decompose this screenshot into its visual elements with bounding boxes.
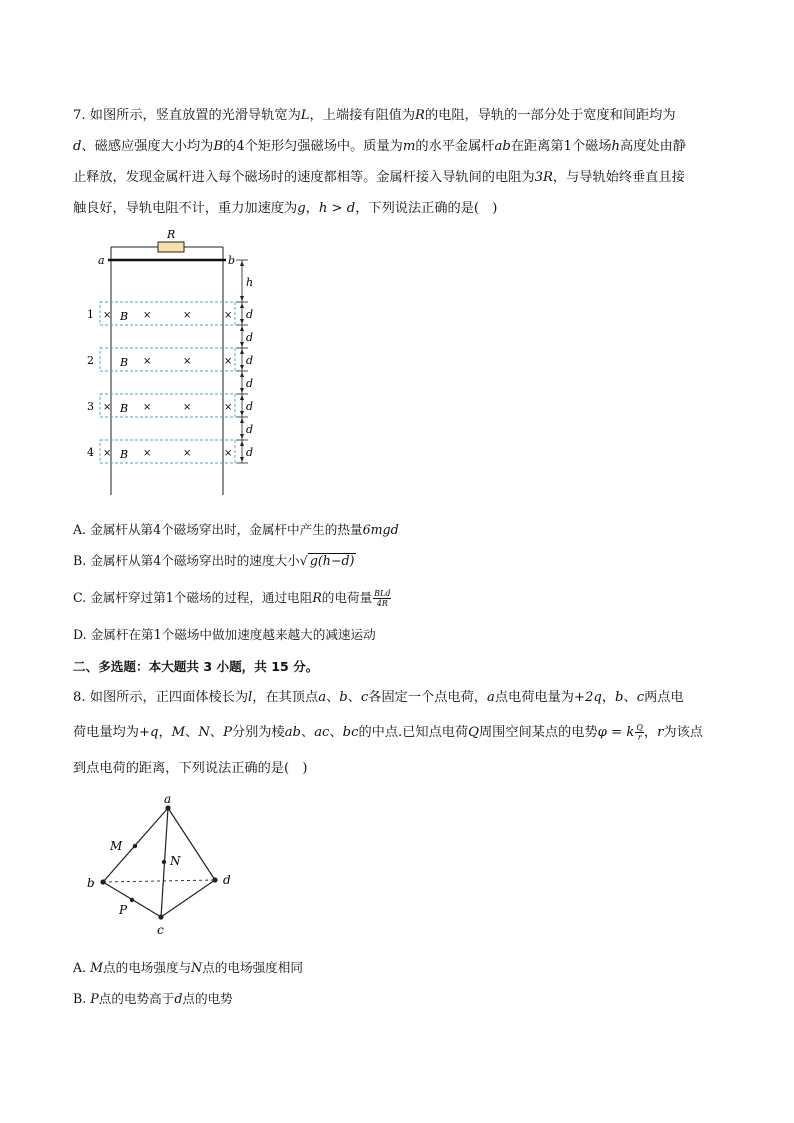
q8-figure	[80, 792, 260, 942]
q7-line-1	[73, 104, 676, 123]
svg-text:×: ×	[224, 402, 233, 413]
field-2	[87, 348, 235, 371]
svg-text:d: d	[246, 446, 254, 459]
var-g: g	[297, 201, 306, 216]
var-R: R	[415, 108, 425, 123]
svg-text:×: ×	[224, 310, 233, 321]
point-N	[162, 860, 166, 864]
svg-text:2: 2	[87, 354, 94, 367]
text: ，下列说法正确的是( )	[355, 201, 498, 216]
svg-text:d: d	[246, 400, 254, 413]
text: 、磁感应强度大小均为	[81, 139, 214, 154]
svg-text:d: d	[246, 308, 254, 321]
q7-line-2	[73, 135, 686, 154]
svg-text:b: b	[87, 876, 95, 890]
text: A. 金属杆从第4个磁场穿出时，金属杆中产生的热量	[73, 522, 363, 537]
text: 的电阻，导轨的一部分处于宽度和间距均为	[424, 108, 676, 123]
svg-text:P: P	[119, 903, 128, 917]
resistor-label: R	[167, 228, 176, 241]
q8-option-a[interactable]: A. M点的电场强度与N点的电场强度相同	[73, 960, 303, 975]
svg-text:B: B	[120, 448, 129, 461]
svg-text:M: M	[110, 839, 123, 853]
var-R: R	[312, 590, 322, 605]
svg-text:d: d	[246, 377, 254, 390]
q7-line-3	[73, 166, 685, 185]
q7-option-d[interactable]	[73, 624, 376, 643]
text: 的电荷量	[321, 590, 373, 605]
field-1	[87, 302, 235, 325]
svg-text:×: ×	[183, 356, 192, 367]
q7-option-a[interactable]	[73, 519, 399, 538]
svg-text:a: a	[164, 792, 172, 806]
q8-line-3	[73, 757, 307, 776]
q7-option-c[interactable]	[73, 587, 391, 608]
expr: 6mgd	[362, 522, 399, 537]
var-d: d	[73, 139, 82, 154]
text: 高度处由静	[620, 139, 686, 154]
text: 到点电荷的距离，下列说法正确的是( )	[73, 761, 308, 776]
svg-text:B: B	[120, 356, 129, 369]
q8-line-1: 8. 如图所示，正四面体棱长为l，在其顶点a、b、c各固定一个点电荷，a点电荷电量为+2q，b、c两点电	[73, 690, 684, 705]
potential-formula: φ = k	[597, 725, 635, 740]
text: D. 金属杆在第1个磁场中做加速度越来越大的减速运动	[73, 627, 376, 642]
sqrt-sign: √	[299, 553, 308, 568]
text: 7. 如图所示，竖直放置的光滑导轨宽为	[73, 108, 301, 123]
svg-text:×: ×	[143, 448, 152, 459]
svg-text:×: ×	[183, 310, 192, 321]
svg-text:B: B	[120, 402, 129, 415]
q7-line-4	[73, 197, 497, 216]
text: 8. 如图所示，正四面体棱长为	[73, 690, 249, 705]
dimension-labels	[246, 276, 253, 459]
svg-text:1: 1	[87, 308, 94, 321]
svg-text:N: N	[170, 854, 181, 868]
svg-text:d: d	[246, 354, 254, 367]
svg-text:×: ×	[183, 402, 192, 413]
svg-text:3: 3	[87, 400, 94, 413]
label-a: a	[98, 254, 105, 267]
resistor-icon	[158, 242, 184, 252]
label-b: b	[228, 254, 236, 267]
fraction: $\frac{Q}{r}$	[636, 723, 643, 742]
svg-text:×: ×	[103, 310, 112, 321]
text: ，上端接有阻值为	[309, 108, 416, 123]
svg-text:4: 4	[87, 446, 94, 459]
var-h: h	[611, 139, 621, 154]
var-3R: 3R	[534, 170, 553, 185]
text: 在距离第1个磁场	[510, 139, 612, 154]
svg-text:B: B	[120, 310, 129, 323]
expr: g(h−d)	[309, 553, 355, 568]
svg-text:×: ×	[143, 356, 152, 367]
svg-text:×: ×	[143, 402, 152, 413]
q7-figure	[80, 225, 270, 500]
var-B: B	[213, 139, 224, 154]
svg-text:×: ×	[224, 448, 233, 459]
var-ab: ab	[494, 139, 511, 154]
fraction: $\frac{\text{BLd}}{4R}$	[374, 589, 391, 608]
svg-text:×: ×	[224, 356, 233, 367]
field-4	[87, 440, 235, 463]
svg-text:d: d	[223, 873, 231, 887]
point-P	[130, 898, 134, 902]
svg-text:d: d	[246, 331, 254, 344]
q8-option-b[interactable]: B. P点的电势高于d点的电势	[73, 991, 233, 1006]
svg-text:d: d	[246, 423, 254, 436]
point-M	[133, 844, 137, 848]
text: ，	[305, 201, 319, 216]
svg-text:×: ×	[143, 310, 152, 321]
svg-text:×: ×	[103, 402, 112, 413]
q7-option-b[interactable]	[73, 550, 356, 569]
text: B. 金属杆从第4个磁场穿出时的速度大小	[73, 553, 300, 568]
points	[100, 805, 217, 919]
q8-line-2: 荷电量均为+q，M、N、P分别为棱ab、ac、bc的中点.已知点电荷Q周围空间某点的电势φ = k $\frac{Q}{r}$ ，r为该点	[73, 723, 703, 742]
text: ，与导轨始终垂直且接	[552, 170, 685, 185]
condition: h > d	[318, 201, 356, 216]
svg-text:c: c	[157, 923, 164, 937]
text: 止释放，发现金属杆进入每个磁场时的速度都相等。金属杆接入导轨间的电阻为	[73, 170, 535, 185]
text: 触良好，导轨电阻不计，重力加速度为	[73, 201, 298, 216]
text: 的4个矩形匀强磁场中。质量为	[223, 139, 403, 154]
section-header: 二、多选题：本大题共 3 小题，共 15 分。	[73, 659, 319, 674]
text: 的水平金属杆	[415, 139, 495, 154]
svg-text:×: ×	[103, 448, 112, 459]
var-m: m	[402, 139, 416, 154]
svg-text:×: ×	[183, 448, 192, 459]
svg-text:h: h	[246, 276, 254, 289]
field-3	[87, 394, 235, 417]
var-L: L	[300, 108, 310, 123]
tetrahedron-edges	[103, 808, 215, 917]
text: C. 金属杆穿过第1个磁场的过程，通过电阻	[73, 590, 313, 605]
